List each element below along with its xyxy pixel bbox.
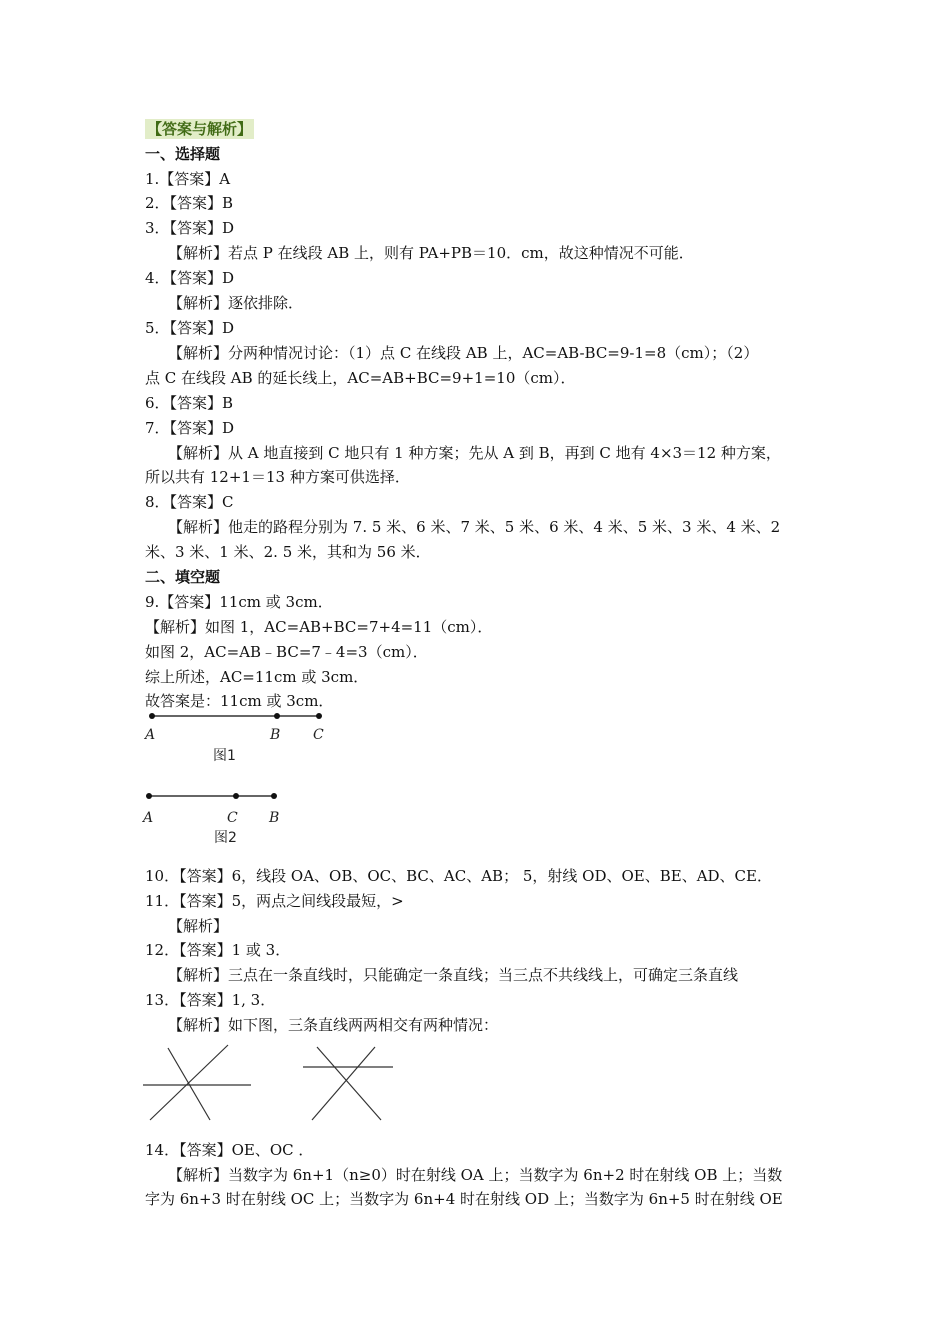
answer-9: 9.【答案】11cm 或 3cm．: [145, 593, 333, 611]
explanation-12: 【解析】三点在一条直线时，只能确定一条直线；当三点不共线线上，可确定三条直线: [168, 966, 739, 984]
explanation-13: 【解析】如下图，三条直线两两相交有两种情况：: [168, 1016, 499, 1034]
figure-2: [140, 786, 340, 848]
explanation-9-line1: 【解析】如图 1，AC=AB+BC=7+4=11（cm）．: [145, 618, 493, 636]
figure-2-point-c: [233, 793, 239, 799]
case-1-line-falling: [168, 1048, 210, 1120]
explanation-7-line1: 【解析】从 A 地直接到 C 地只有 1 种方案；先从 A 到 B，再到 C 地有 4×3＝12 种方案，: [168, 444, 781, 462]
answer-2: 2．【答案】B: [145, 194, 234, 212]
figure-2-label-c: C: [227, 810, 238, 826]
explanation-14-line2: 字为 6n+3 时在射线 OC 上；当数字为 6n+4 时在射线 OD 上；当数字为 6n+5 时在射线 OE: [145, 1190, 783, 1208]
figure-1-label-b: B: [270, 727, 281, 743]
figure-2-point-b: [271, 793, 277, 799]
figure-2-point-a: [146, 793, 152, 799]
explanation-8-line1: 【解析】他走的路程分别为 7. 5 米、6 米、7 米、5 米、6 米、4 米、5 米、3 米、4 米、2: [168, 518, 781, 536]
figure-2-label-a: A: [143, 810, 154, 826]
explanation-7-line2: 所以共有 12+1＝13 种方案可供选择．: [145, 468, 410, 486]
answer-12: 12．【答案】1 或 3．: [145, 941, 291, 959]
figure-2-caption: 图2: [214, 830, 237, 846]
figure-1-caption: 图1: [213, 748, 236, 764]
answer-header: 【答案与解析】: [147, 120, 253, 138]
case-2-line-falling: [317, 1047, 381, 1120]
explanation-14-line1: 【解析】当数字为 6n+1（n≥0）时在射线 OA 上；当数字为 6n+2 时在射线 OB 上；当数: [168, 1166, 783, 1184]
case-2-line-rising: [312, 1047, 375, 1120]
figure-1-point-c: [316, 713, 322, 719]
answer-11: 11．【答案】5，两点之间线段最短，>: [145, 892, 404, 910]
figure-three-lines-case-2: [300, 1040, 400, 1125]
case-1-line-rising: [150, 1045, 228, 1120]
explanation-5-line1: 【解析】分两种情况讨论：（1）点 C 在线段 AB 上，AC=AB-BC=9-1=8（cm）；（2）: [168, 344, 759, 362]
section-fill-title: 二、填空题: [145, 568, 221, 586]
answer-7: 7．【答案】D: [145, 419, 235, 437]
answer-8: 8．【答案】C: [145, 493, 234, 511]
answer-4: 4．【答案】D: [145, 269, 235, 287]
figure-1-label-c: C: [313, 727, 324, 743]
explanation-3: 【解析】若点 P 在线段 AB 上，则有 PA+PB＝10．cm，故这种情况不可能．: [168, 244, 694, 262]
answer-10: 10．【答案】6，线段 OA、OB、OC、BC、AC、AB； 5，射线 OD、OE、BE、AD、CE．: [145, 867, 772, 885]
explanation-9-line3: 综上所述，AC=11cm 或 3cm．: [145, 668, 369, 686]
answer-14: 14．【答案】OE、OC ．: [145, 1141, 314, 1159]
explanation-8-line2: 米、3 米、1 米、2. 5 米，其和为 56 米．: [145, 543, 431, 561]
explanation-4: 【解析】逐依排除．: [168, 294, 304, 312]
figure-2-label-b: B: [269, 810, 280, 826]
answer-5: 5．【答案】D: [145, 319, 235, 337]
explanation-9-line4: 故答案是：11cm 或 3cm．: [145, 692, 334, 710]
answer-1: 1.【答案】A: [145, 170, 231, 188]
section-choice-title: 一、选择题: [145, 145, 221, 163]
figure-1: [140, 706, 340, 766]
explanation-9-line2: 如图 2，AC=AB﹣BC=7﹣4=3（cm）．: [145, 643, 428, 661]
figure-1-point-a: [149, 713, 155, 719]
answer-13: 13．【答案】1, 3．: [145, 991, 276, 1009]
figure-three-lines-case-1: [140, 1040, 260, 1125]
figure-1-point-b: [274, 713, 280, 719]
answer-3: 3．【答案】D: [145, 219, 235, 237]
answer-6: 6．【答案】B: [145, 394, 234, 412]
explanation-11: 【解析】: [168, 917, 229, 935]
explanation-5-line2: 点 C 在线段 AB 的延长线上，AC=AB+BC=9+1=10（cm）．: [145, 369, 576, 387]
figure-1-label-a: A: [145, 727, 156, 743]
